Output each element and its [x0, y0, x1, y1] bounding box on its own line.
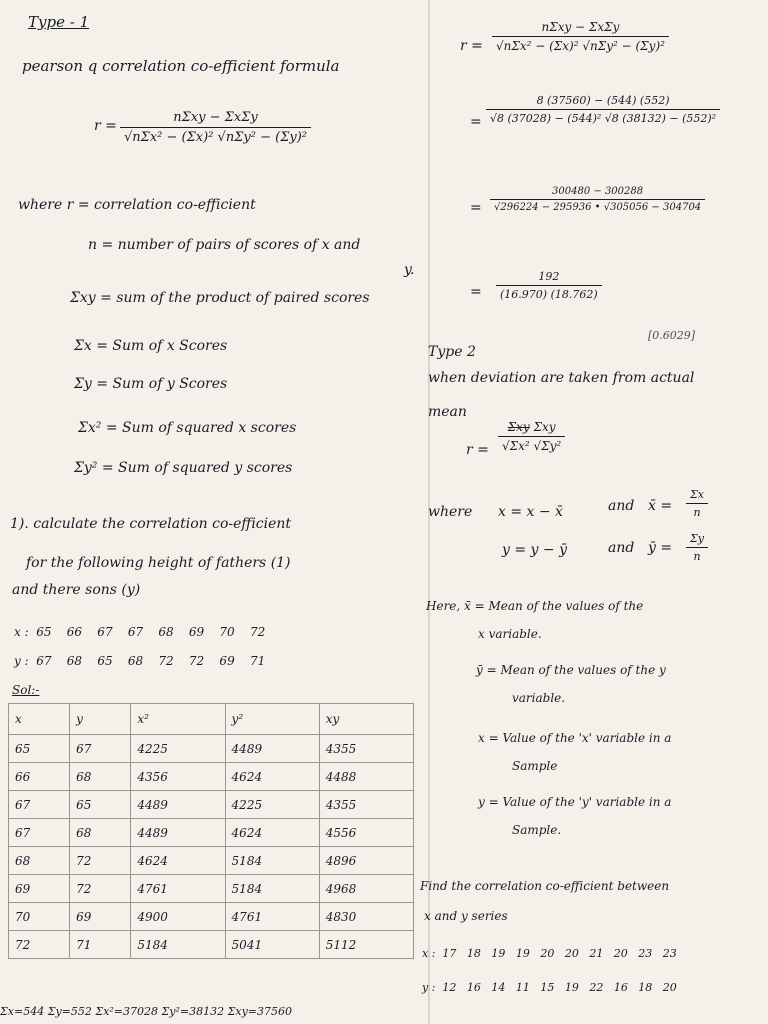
- here-line-4b: Sample.: [512, 823, 562, 837]
- step4-fraction: [496, 270, 602, 301]
- table-row: [9, 847, 414, 875]
- step2-denominator: √8 (37028) − (544)² √8 (38132) − (552)²: [490, 112, 717, 125]
- table-cell: 69: [70, 903, 131, 931]
- formula-denominator: √nΣx² − (Σx)² √nΣy² − (Σy)²: [124, 130, 308, 145]
- question-line-1: 1). calculate the correlation co-efficient: [10, 516, 292, 532]
- table-cell: 4900: [131, 903, 225, 931]
- n-definition-cont: y.: [404, 262, 415, 278]
- step2-numerator: 8 (37560) − (544) (552): [536, 94, 670, 107]
- table-header: xy: [319, 704, 413, 735]
- table-cell: 4488: [319, 763, 413, 791]
- type2-numerator: [498, 420, 565, 434]
- n-definition: n = number of pairs of scores of x and: [88, 237, 361, 253]
- def-sum-x: Σx = Sum of x Scores: [74, 338, 228, 354]
- and-word-2: and: [608, 540, 635, 556]
- formula-fraction: [120, 110, 311, 145]
- table-row: [9, 931, 414, 959]
- here-line-3b: Sample: [512, 759, 558, 773]
- step3-fraction: [490, 186, 705, 213]
- y-deviation: y = y − ȳ: [502, 542, 567, 558]
- type2-description: when deviation are taken from actual: [428, 370, 695, 386]
- fraction-bar: [492, 36, 669, 37]
- fraction-bar: [120, 127, 311, 128]
- step3-denominator: √296224 − 295936 • √305056 − 304704: [494, 202, 702, 213]
- table-cell: 4624: [225, 819, 319, 847]
- step4-denominator: (16.970) (18.762): [500, 288, 598, 301]
- table-cell: 68: [9, 847, 70, 875]
- ybar-numerator: Σy: [690, 532, 704, 545]
- table-cell: 4896: [319, 847, 413, 875]
- type2-description-cont: mean: [428, 404, 467, 420]
- equals-2: =: [470, 200, 482, 216]
- def-sum-y2: Σy² = Sum of squared y scores: [74, 460, 293, 476]
- table-cell: 4355: [319, 791, 413, 819]
- here-line-4: y = Value of the 'y' variable in a: [478, 795, 672, 809]
- and-word-1: and: [608, 498, 635, 514]
- table-cell: 67: [9, 791, 70, 819]
- type2-numerator-term: Σxy: [533, 420, 556, 434]
- table-cell: 4225: [225, 791, 319, 819]
- table-cell: 70: [9, 903, 70, 931]
- table-row: [9, 791, 414, 819]
- table-cell: 5184: [131, 931, 225, 959]
- table-cell: 4355: [319, 735, 413, 763]
- step1-fraction: [492, 20, 669, 53]
- step1-denominator: √nΣx² − (Σx)² √nΣy² − (Σy)²: [496, 39, 665, 53]
- xbar-numerator: Σx: [690, 488, 704, 501]
- table-header: x²: [131, 704, 225, 735]
- fraction-bar: [686, 547, 708, 548]
- y-series-row: y : 12 16 14 11 15 19 22 16 18 20: [422, 981, 677, 994]
- table-row: [9, 735, 414, 763]
- x-values-row: x : 65 66 67 67 68 69 70 72: [14, 625, 266, 639]
- struck-term: Σxy: [507, 420, 530, 434]
- here-line-2b: variable.: [512, 691, 566, 705]
- fraction-bar: [686, 503, 708, 504]
- table-cell: 4556: [319, 819, 413, 847]
- table-cell: 68: [70, 763, 131, 791]
- table-header: y²: [225, 704, 319, 735]
- table-header-row: [9, 704, 414, 735]
- table-header: x: [9, 704, 70, 735]
- y-values-row: y : 67 68 65 68 72 72 69 71: [14, 654, 266, 668]
- table-cell: 4624: [225, 763, 319, 791]
- table-cell: 65: [9, 735, 70, 763]
- table-row: [9, 903, 414, 931]
- xbar-denominator: n: [693, 506, 701, 519]
- table-cell: 5112: [319, 931, 413, 959]
- here-line-1b: x variable.: [478, 627, 542, 641]
- formula-numerator: nΣxy − ΣxΣy: [173, 110, 258, 125]
- table-cell: 4356: [131, 763, 225, 791]
- step4-numerator: 192: [538, 270, 560, 283]
- find-line-2: x and y series: [424, 909, 508, 923]
- xbar-fraction: [686, 488, 708, 519]
- table-cell: 72: [9, 931, 70, 959]
- ybar-fraction: [686, 532, 708, 563]
- def-sum-xy: Σxy = sum of the product of paired scores: [70, 290, 370, 306]
- find-line-1: Find the correlation co-efficient between: [420, 879, 670, 893]
- table-cell: 5184: [225, 875, 319, 903]
- x-series-row: x : 17 18 19 19 20 20 21 20 23 23: [422, 947, 677, 960]
- type1-heading: Type - 1: [28, 13, 90, 31]
- question-line-2: for the following height of fathers (1): [26, 555, 291, 571]
- step2-fraction: [486, 94, 720, 125]
- table-cell: 72: [70, 847, 131, 875]
- where-word: where: [428, 504, 473, 520]
- table-cell: 4761: [131, 875, 225, 903]
- table-cell: 4830: [319, 903, 413, 931]
- question-line-3: and there sons (y): [12, 582, 141, 598]
- type2-denominator: √Σx² √Σy²: [502, 439, 562, 453]
- x-deviation: x = x − x̄: [498, 504, 563, 520]
- table-cell: 4489: [131, 819, 225, 847]
- data-table: [8, 703, 414, 959]
- equals-1: =: [470, 114, 482, 130]
- table-row: [9, 819, 414, 847]
- formula-lhs: r =: [94, 118, 117, 134]
- equals-3: =: [470, 284, 482, 300]
- solution-label: Sol:-: [12, 683, 40, 697]
- table-cell: 4761: [225, 903, 319, 931]
- result-value: [0.6029]: [648, 329, 696, 342]
- formula-title: pearson q correlation co-efficient formula: [22, 57, 340, 75]
- xbar-lhs: x̄ =: [648, 498, 673, 514]
- table-cell: 5184: [225, 847, 319, 875]
- fraction-bar: [486, 109, 720, 110]
- step1-numerator: nΣxy − ΣxΣy: [541, 20, 620, 34]
- where-line: where r = correlation co-efficient: [18, 197, 256, 213]
- table-cell: 72: [70, 875, 131, 903]
- ybar-lhs: ȳ =: [648, 540, 673, 556]
- fraction-bar: [496, 285, 602, 286]
- table-cell: 67: [9, 819, 70, 847]
- r-lhs: r =: [460, 38, 483, 54]
- table-cell: 4489: [131, 791, 225, 819]
- table-row: [9, 875, 414, 903]
- here-line-1: Here, x̄ = Mean of the values of the: [426, 599, 644, 613]
- table-cell: 5041: [225, 931, 319, 959]
- table-row: [9, 763, 414, 791]
- step3-numerator: 300480 − 300288: [552, 186, 644, 197]
- table-cell: 67: [70, 735, 131, 763]
- table-cell: 66: [9, 763, 70, 791]
- fraction-bar: [490, 199, 705, 200]
- table-cell: 4489: [225, 735, 319, 763]
- type2-lhs: r =: [466, 442, 489, 458]
- table-cell: 68: [70, 819, 131, 847]
- table-header: y: [70, 704, 131, 735]
- type2-heading: Type 2: [428, 344, 476, 360]
- ybar-denominator: n: [693, 550, 701, 563]
- def-sum-y: Σy = Sum of y Scores: [74, 376, 228, 392]
- table-cell: 71: [70, 931, 131, 959]
- type2-fraction: [498, 420, 565, 453]
- table-cell: 4624: [131, 847, 225, 875]
- here-line-2: ȳ = Mean of the values of the y: [476, 663, 666, 677]
- table-cell: 69: [9, 875, 70, 903]
- here-line-3: x = Value of the 'x' variable in a: [478, 731, 672, 745]
- def-sum-x2: Σx² = Sum of squared x scores: [78, 420, 297, 436]
- table-cell: 4968: [319, 875, 413, 903]
- table-cell: 65: [70, 791, 131, 819]
- totals-line: Σx=544 Σy=552 Σx²=37028 Σy²=38132 Σxy=37560: [0, 1005, 292, 1018]
- fraction-bar: [498, 436, 565, 437]
- table-cell: 4225: [131, 735, 225, 763]
